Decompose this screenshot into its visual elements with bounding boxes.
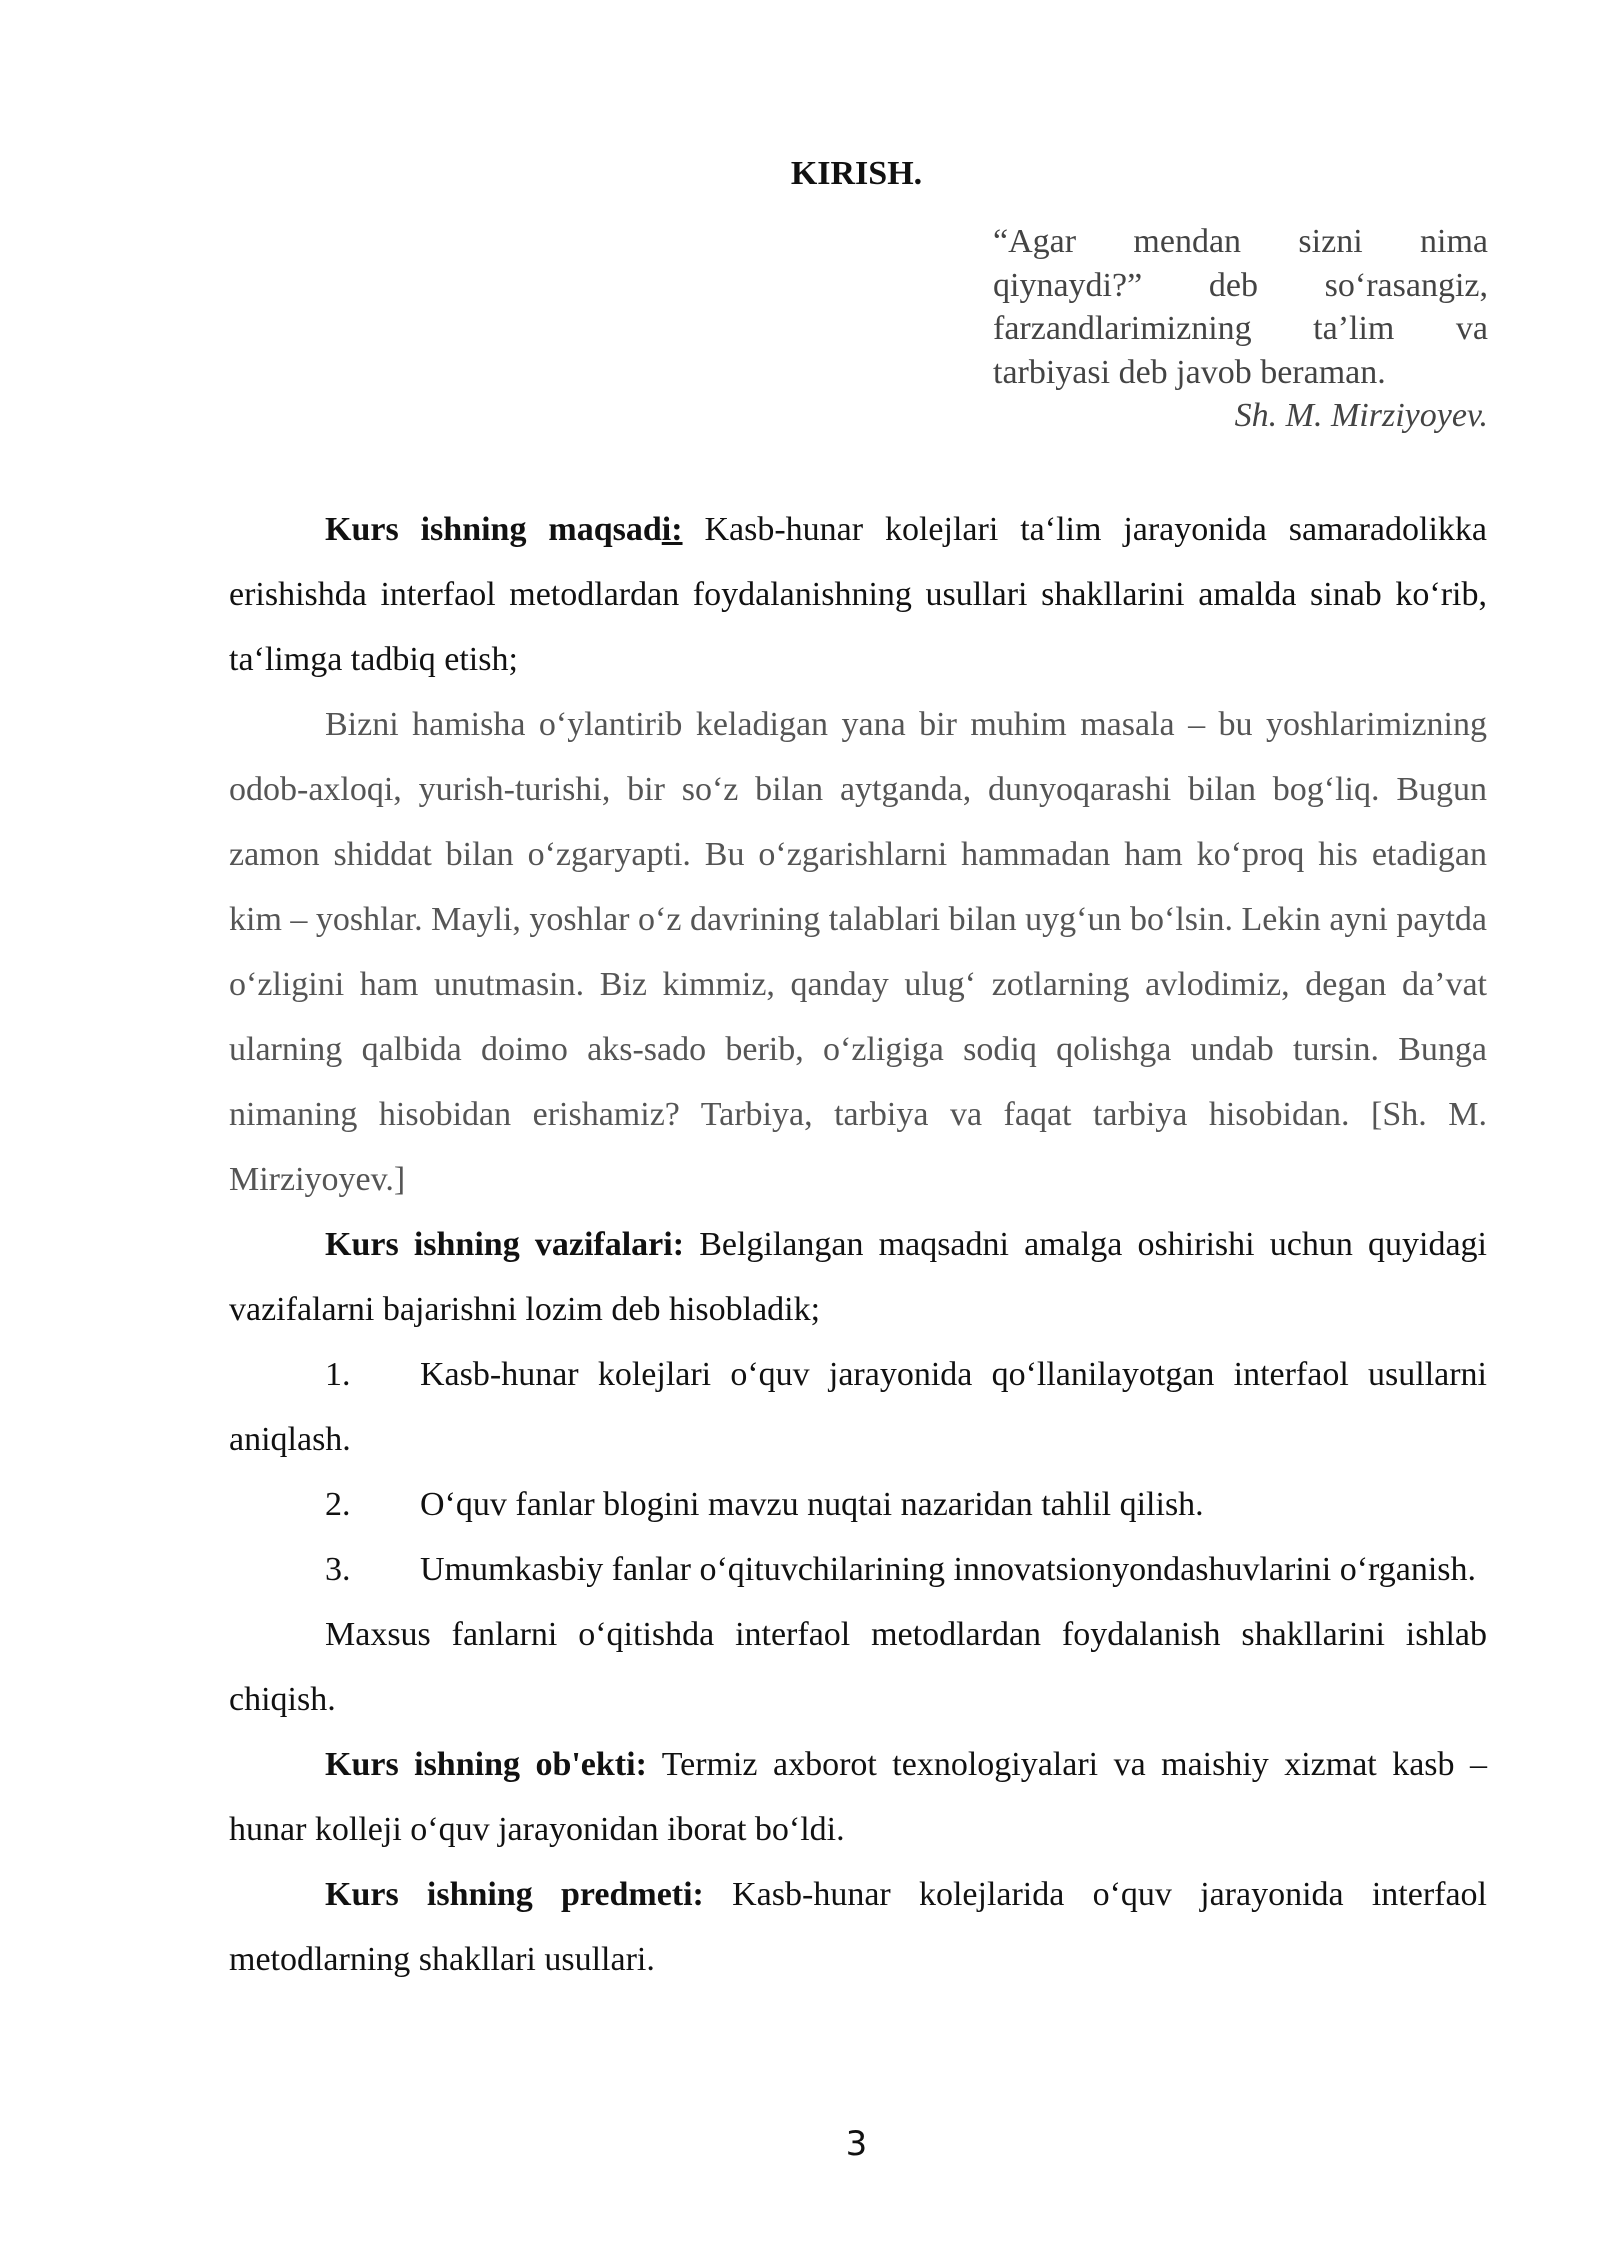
task-item xyxy=(229,1342,1487,1472)
task-text: O‘quv fanlar blogini mavzu nuqtai nazaridan tahlil qilish. xyxy=(420,1486,1204,1523)
tasks-label: Kurs ishning vazifalari: xyxy=(325,1226,685,1263)
task-number: 1. xyxy=(325,1356,351,1393)
epigraph-author: Sh. M. Mirziyoyev. xyxy=(1234,397,1488,434)
document-body xyxy=(229,497,1487,1992)
task-item xyxy=(229,1472,1487,1537)
epigraph-line: tarbiyasi deb javob beraman. xyxy=(993,353,1386,391)
epigraph-line: farzandlarimizning ta’lim va xyxy=(993,310,1488,347)
goal-label-underlined: i: xyxy=(661,511,683,548)
epigraph-line: qiynaydi?” deb so‘rasangiz, xyxy=(993,266,1488,304)
task-extra-paragraph: Maxsus fanlarni o‘qitishda interfaol metodlardan foydalanish shakllarini ishlab chiqish. xyxy=(229,1616,1487,1718)
task-text: Umumkasbiy fanlar o‘qituvchilarining innovatsionyondashuvlarini o‘rganish. xyxy=(420,1551,1477,1588)
epigraph xyxy=(993,220,1488,438)
object-paragraph xyxy=(229,1732,1487,1862)
task-item xyxy=(229,1537,1487,1602)
page-number: 3 xyxy=(845,2124,868,2164)
task-number: 2. xyxy=(325,1486,351,1523)
tasks-text: Belgilangan maqsadni amalga oshirishi uchun quyidagi vazifalarni bajarishni lozim deb hisobladik; xyxy=(229,1226,1487,1328)
goal-text: Kasb-hunar kolejlari ta‘lim jarayonida samaradolikka erishishda interfaol metodlardan foydalanishning usullari shakllarini amalda sinab ko‘rib, ta‘limga tadbiq etish; xyxy=(229,511,1487,678)
object-label: Kurs ishning ob'ekti: xyxy=(325,1746,647,1783)
object-text: Termiz axborot texnologiyalari va maishiy xizmat kasb – hunar kolleji o‘quv jarayonidan iborat bo‘ldi. xyxy=(229,1746,1487,1848)
subject-text: Kasb-hunar kolejlarida o‘quv jarayonida interfaol metodlarning shakllari usullari. xyxy=(229,1876,1488,1978)
task-number: 3. xyxy=(325,1551,351,1588)
page-title: KIRISH. xyxy=(790,155,923,192)
goal-label: Kurs ishning maqsad xyxy=(325,511,662,548)
epigraph-line: “Agar mendan sizni nima xyxy=(993,223,1488,260)
subject-label: Kurs ishning predmeti: xyxy=(325,1876,704,1913)
subject-paragraph xyxy=(229,1862,1487,1992)
tasks-paragraph xyxy=(229,1212,1487,1342)
task-text: Kasb-hunar kolejlari o‘quv jarayonida qo‘llanilayotgan interfaol usullarni aniqlash. xyxy=(229,1356,1487,1458)
goal-paragraph xyxy=(229,497,1487,692)
quote-paragraph: Bizni hamisha o‘ylantirib keladigan yana bir muhim masala – bu yoshlarimizning odob-axloqi, yurish-turishi, bir so‘z bilan aytganda, dunyoqarashi bilan bog‘liq. Bugun zamon shiddat bilan o‘zgaryapti. Bu o‘zgarishlarni hammadan ham ko‘proq his etadigan kim – yoshlar. Mayli, yoshlar o‘z davrining talablari bilan uyg‘un bo‘lsin. Lekin ayni paytda o‘zligini ham unutmasin. Biz kimmiz, qanday ulug‘ zotlarning avlodimiz, degan da’vat ularning qalbida doimo aks-sado berib, o‘zligiga sodiq qolishga undab tursin. Bunga nimaning hisobidan erishamiz? Tarbiya, tarbiya va faqat tarbiya hisobidan. [Sh. M. Mirziyoyev.] xyxy=(229,706,1487,1198)
